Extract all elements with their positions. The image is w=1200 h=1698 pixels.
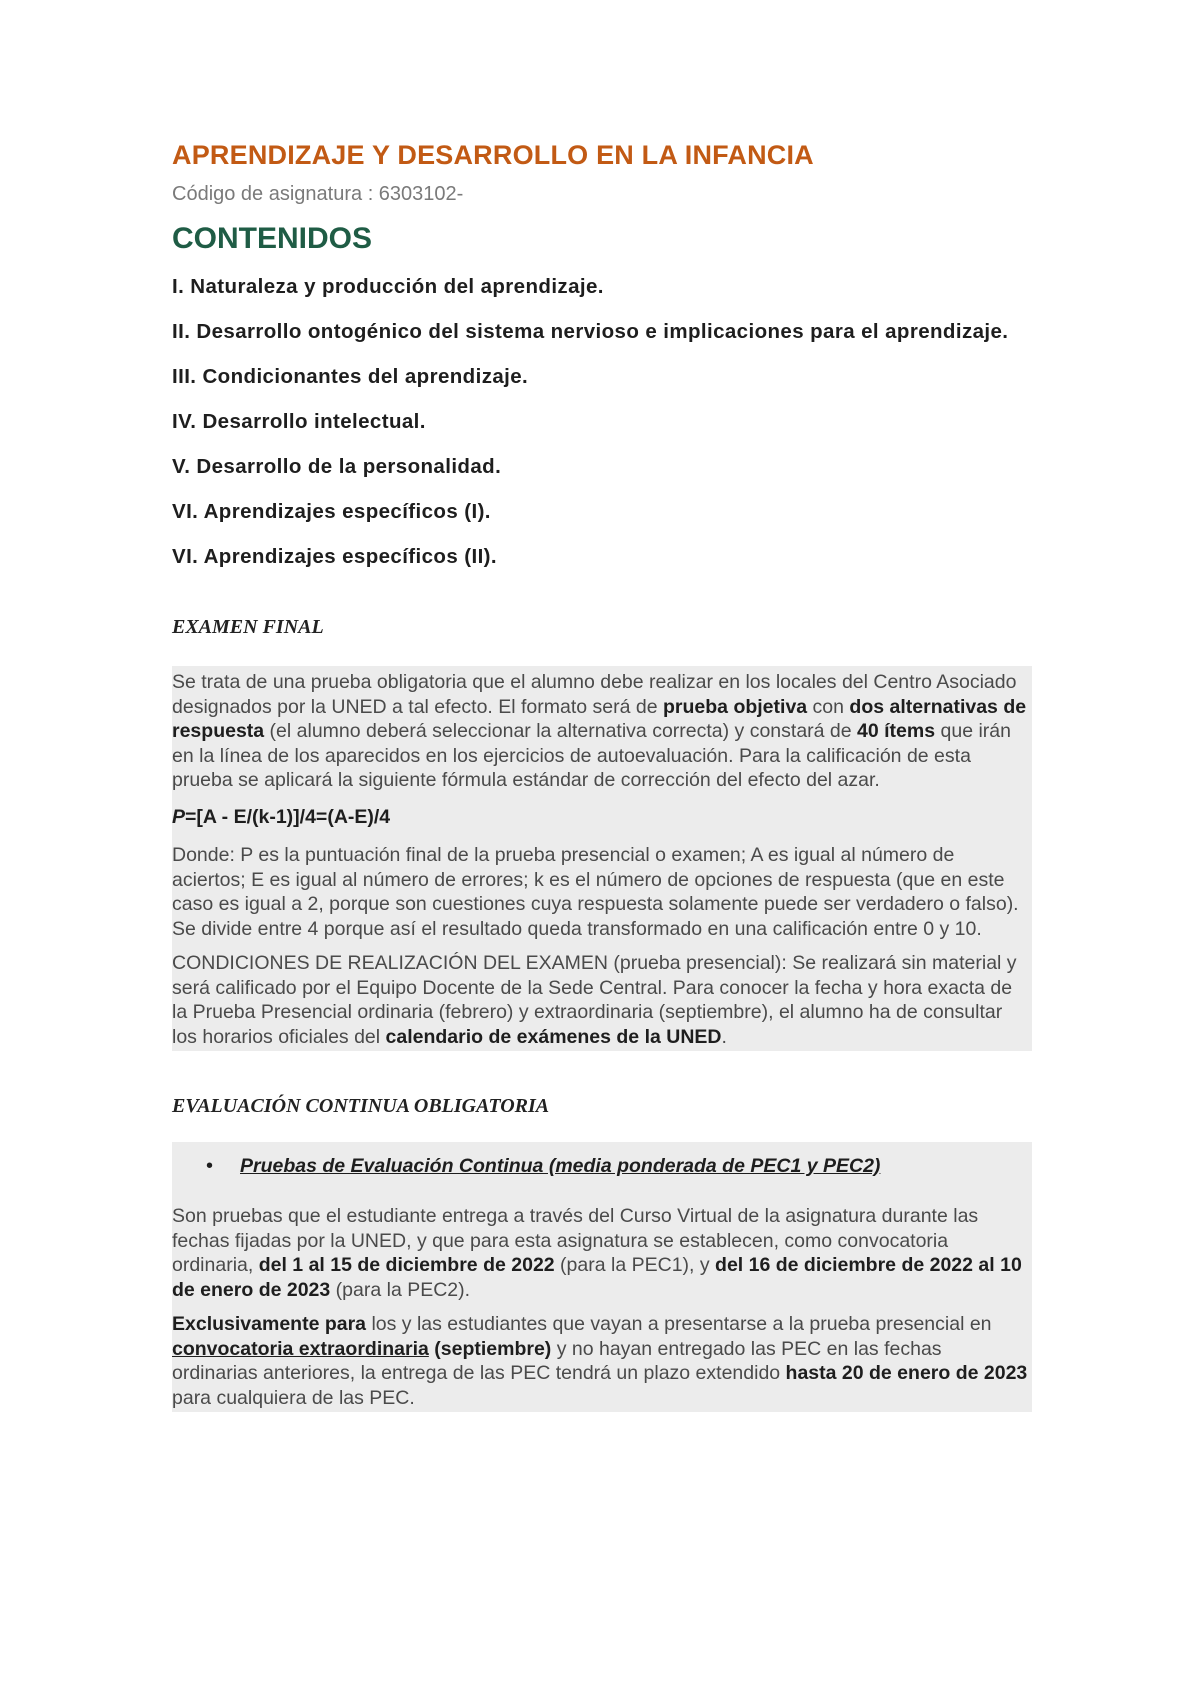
- formula-expression: =[A - E/(k-1)]/4=(A-E)/4: [185, 805, 391, 828]
- contents-item: IV. Desarrollo intelectual.: [172, 410, 426, 433]
- extraordinary-text: para cualquiera de las PEC.: [172, 1386, 415, 1409]
- pec1-dates-bold: del 1 al 15 de diciembre de 2022: [258, 1254, 555, 1276]
- pec-text: (para la PEC2).: [330, 1278, 471, 1301]
- exam-text: que irán en la línea de los aparecidos en los ejercicios de autoevaluación. Para la calificación de esta prueba se aplicará la siguiente fórmula estándar de corrección del efecto del azar.: [172, 720, 1011, 791]
- contents-item: I. Naturaleza y producción del aprendizaje.: [172, 275, 604, 298]
- score-formula: [172, 805, 1032, 830]
- bullet-icon: •: [206, 1154, 214, 1177]
- subject-code: Código de asignatura : 6303102-: [172, 183, 464, 205]
- exam-conditions: [172, 951, 1032, 1049]
- contents-item: III. Condicionantes del aprendizaje.: [172, 365, 529, 388]
- formula-variable: P: [172, 805, 186, 828]
- exam-format-bold: prueba objetiva: [663, 695, 808, 718]
- extraordinary-text: los y las estudiantes que vayan a presentarse a la prueba presencial en: [366, 1313, 992, 1335]
- exclusive-bold: Exclusivamente para: [172, 1313, 367, 1335]
- exam-text: Se trata de una prueba obligatoria que el alumno debe realizar en los locales del Centro Asociado designados por la UNED a tal efecto. El formato será de: [172, 671, 1017, 718]
- extraordinary-paragraph: [172, 1312, 1032, 1410]
- extended-deadline-bold: hasta 20 de enero de 2023: [785, 1362, 1028, 1384]
- extraordinary-text: y no hayan entregado las PEC en las fechas ordinarias anteriores, la entrega de las PEC tendrá un plazo extendido: [172, 1337, 942, 1384]
- continuous-evaluation-heading: EVALUACIÓN CONTINUA OBLIGATORIA: [172, 1095, 550, 1117]
- pec-bullet-item: [172, 1148, 1032, 1184]
- exam-calendar-link[interactable]: calendario de exámenes de la UNED: [385, 1025, 722, 1048]
- formula-explanation: Donde: P es la puntuación final de la prueba presencial o examen; A es igual al número de aciertos; E es igual al número de errores; k es el número de opciones de respuesta (que en este caso es igual a 2, porque son cuestiones cuya respuesta solamente puede ser verdadero o falso). Se divide entre 4 porque así el resultado queda transformado en una calificación entre 0 y 10.: [172, 844, 1019, 940]
- contents-item: VI. Aprendizajes específicos (II).: [172, 545, 497, 568]
- contents-heading: CONTENIDOS: [172, 222, 373, 255]
- contents-item: II. Desarrollo ontogénico del sistema nervioso e implicaciones para el aprendizaje.: [172, 320, 1009, 343]
- exam-conditions-text: CONDICIONES DE REALIZACIÓN DEL EXAMEN (prueba presencial): Se realizará sin material y será calificado por el Equipo Docente de la Sede Central. Para conocer la fecha y hora exacta de la Prueba Presencial ordinaria (febrero) y extraordinaria (septiembre), el alumno ha de consultar los horarios oficiales del: [172, 952, 1017, 1048]
- exam-text: (el alumno deberá seleccionar la alternativa correcta) y constará de: [264, 720, 858, 742]
- contents-list: [172, 272, 1032, 572]
- exam-description: [172, 670, 1032, 793]
- exam-items-bold: 40 ítems: [857, 720, 936, 742]
- final-exam-heading: EXAMEN FINAL: [172, 616, 324, 638]
- extraordinary-call-link[interactable]: convocatoria extraordinaria: [172, 1337, 429, 1360]
- pec-bullet-label[interactable]: Pruebas de Evaluación Continua (media ponderada de PEC1 y PEC2): [240, 1154, 881, 1177]
- contents-item: V. Desarrollo de la personalidad.: [172, 455, 502, 478]
- pec2-dates-bold: del 16 de diciembre de 2022 al 10 de enero de 2023: [172, 1254, 1022, 1301]
- continuous-evaluation-box: [172, 1142, 1032, 1412]
- exam-conditions-text: .: [721, 1025, 727, 1048]
- document-body: [172, 140, 1032, 1412]
- exam-alternatives-bold: dos alternativas de respuesta: [172, 695, 1027, 742]
- pec-text: Son pruebas que el estudiante entrega a través del Curso Virtual de la asignatura durante las fechas fijadas por la UNED, y que para esta asignatura se establecen, como convocatoria ordinaria,: [172, 1205, 979, 1276]
- final-exam-box: [172, 666, 1032, 1051]
- document-title: APRENDIZAJE Y DESARROLLO EN LA INFANCIA: [172, 140, 814, 170]
- pec-dates-paragraph: [172, 1204, 1032, 1302]
- pec-text: (para la PEC1), y: [554, 1254, 716, 1276]
- september-bold: (septiembre): [428, 1337, 552, 1360]
- contents-item: VI. Aprendizajes específicos (I).: [172, 500, 491, 523]
- exam-text: con: [807, 695, 850, 718]
